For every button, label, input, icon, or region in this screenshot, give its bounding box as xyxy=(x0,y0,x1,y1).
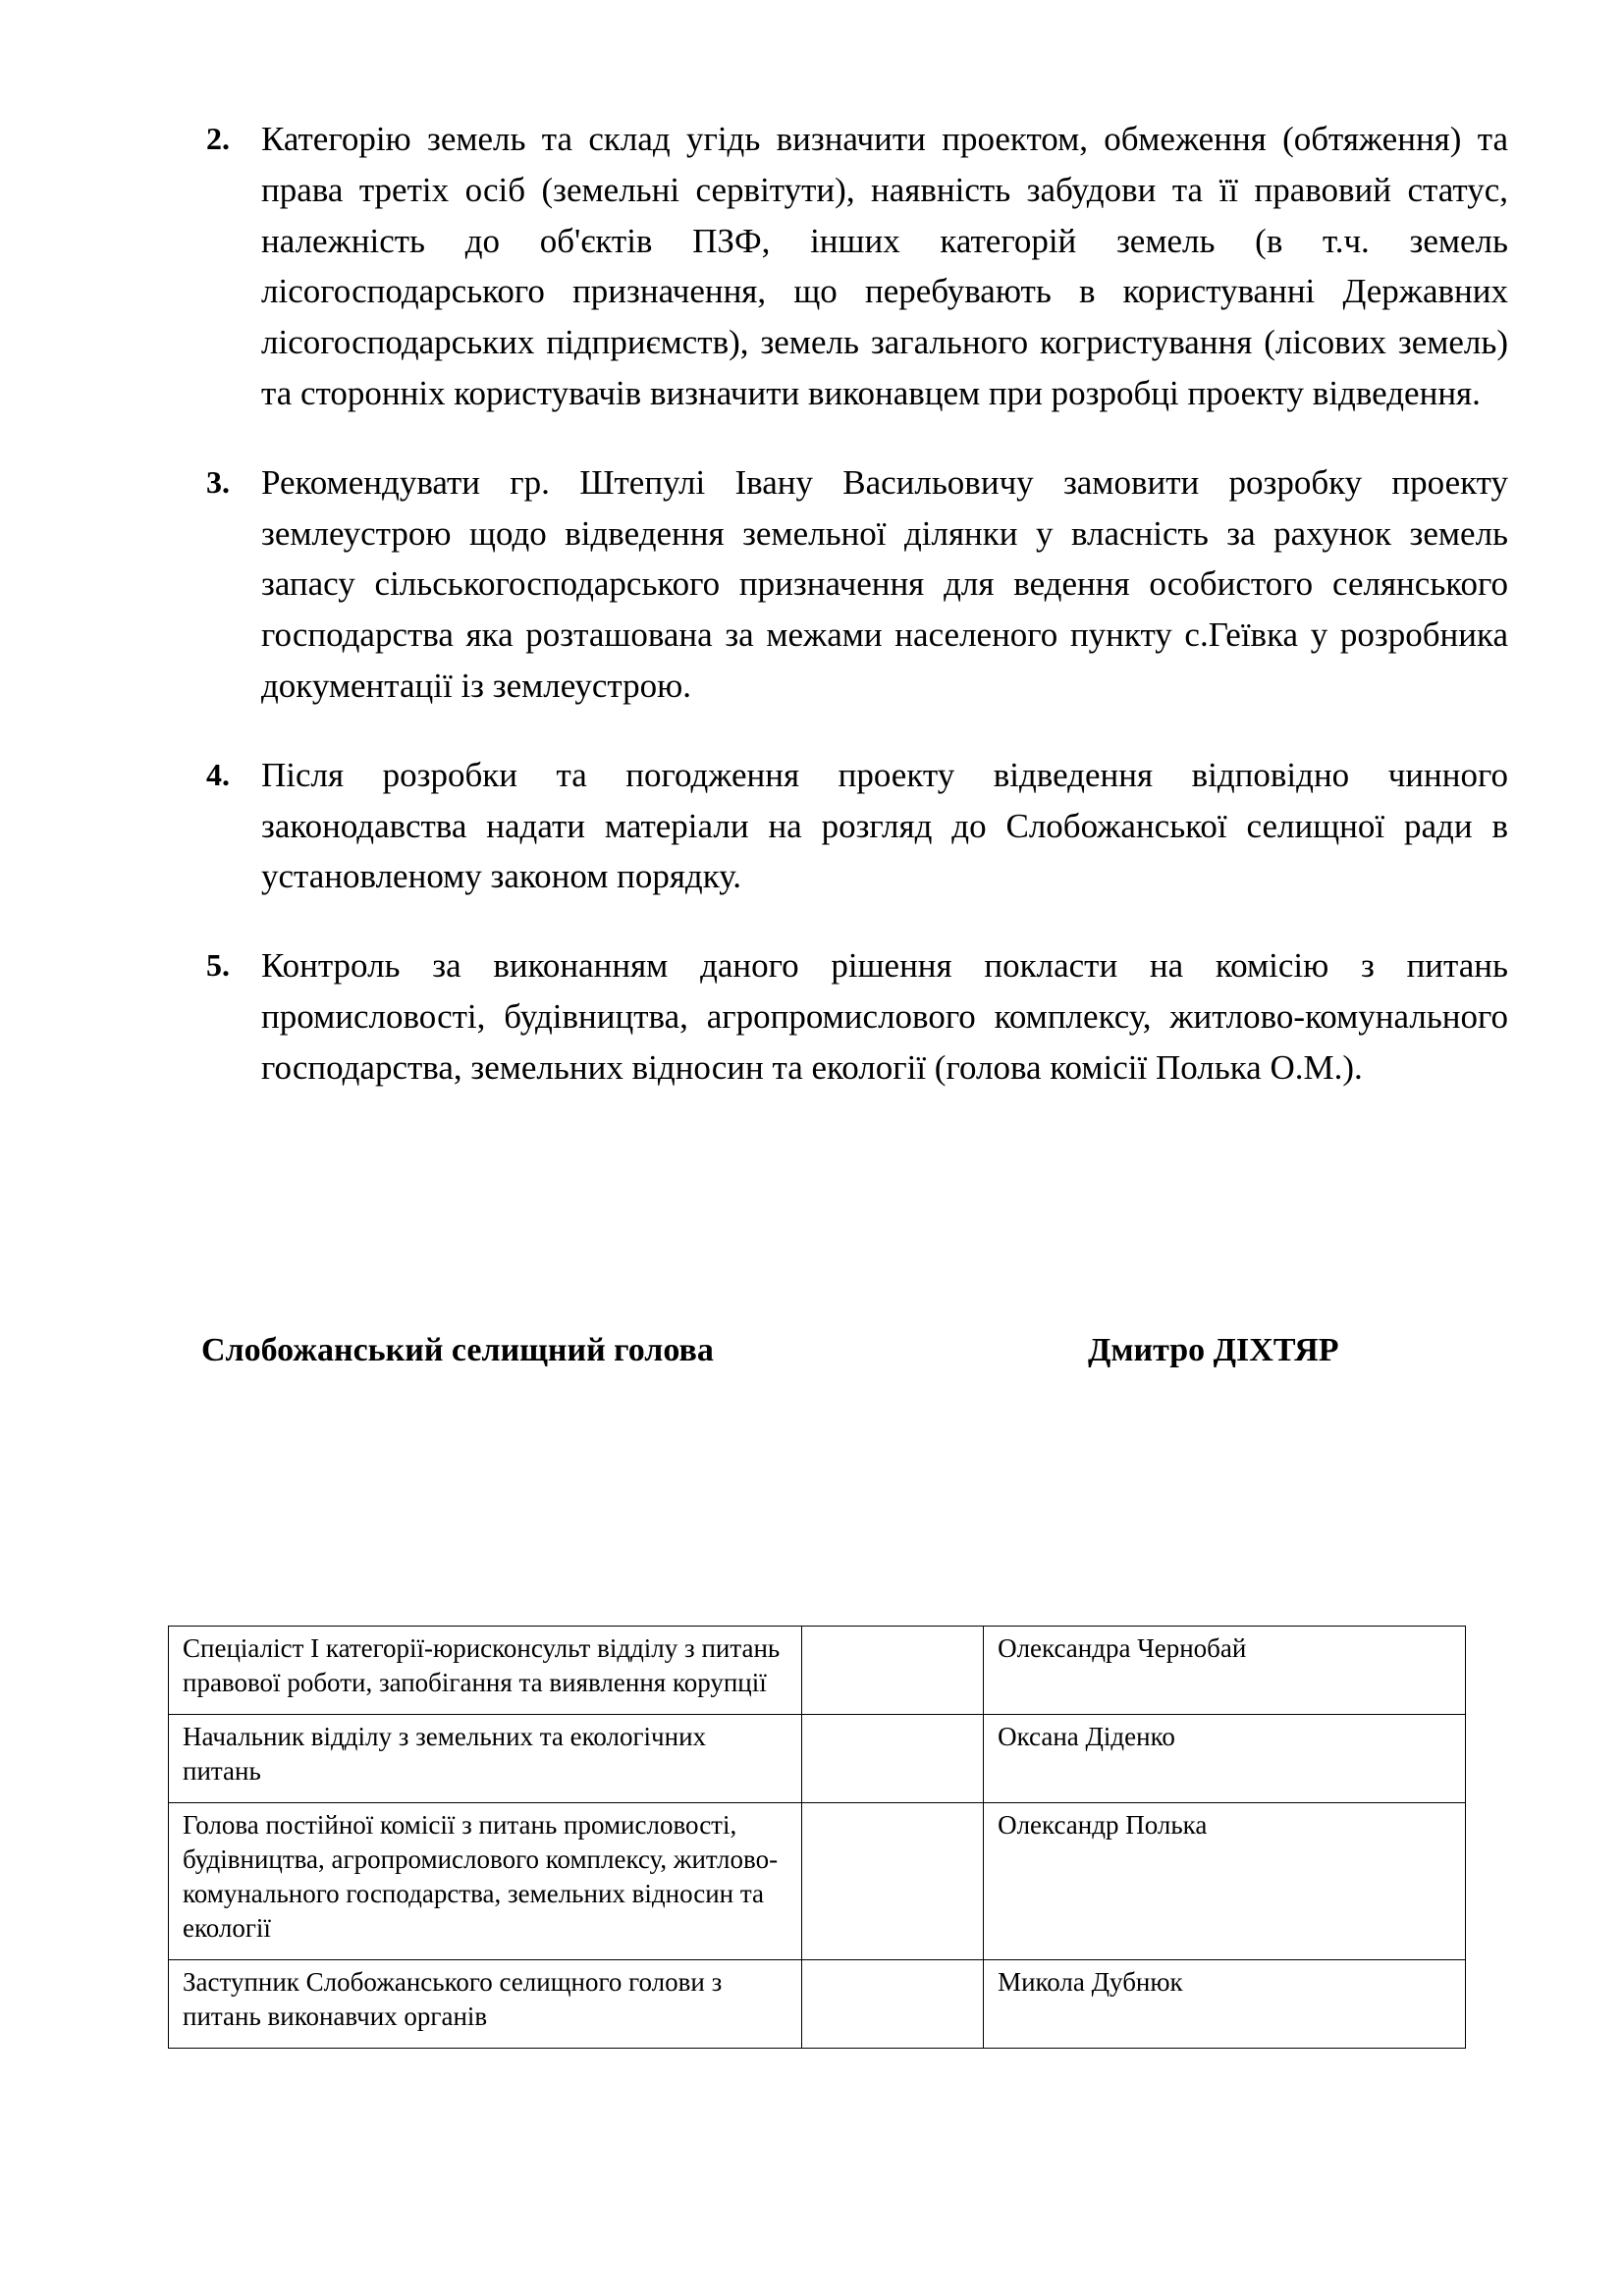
signature-cell xyxy=(801,1627,983,1715)
decision-item xyxy=(206,750,1508,902)
signature-cell xyxy=(801,1803,983,1960)
decision-item xyxy=(206,940,1508,1093)
signature-block xyxy=(201,1332,1399,1381)
approver-name: Олександра Чернобай xyxy=(984,1627,1466,1715)
signatory-name: Дмитро ДІХТЯР xyxy=(1088,1332,1339,1368)
table-row xyxy=(169,1627,1466,1715)
decision-item xyxy=(206,114,1508,419)
signatory-title: Слобожанський селищний голова xyxy=(201,1332,714,1368)
approver-name: Олександр Полька xyxy=(984,1803,1466,1960)
item-text: Рекомендувати гр. Штепулі Івану Васильовичу замовити розробку проекту землеустрою щодо відведення земельної ділянки у власність за рахунок земель запасу сільськогосподарського призначення для ведення особистого селянського господарства яка розташована за межами населеного пункту с.Геївка у розробника документації із землеустрою. xyxy=(261,462,1508,705)
item-text: Категорію земель та склад угідь визначити проектом, обмеження (обтяження) та права третіх осіб (земельні сервітути), наявність забудови та її правовий статус, належність до об'єктів ПЗФ, інших категорій земель (в т.ч. земель лісогосподарського призначення, що перебувають в користуванні Державних лісогосподарських підприємств), земель загального когристування (лісових земель) та сторонніх користувачів визначити виконавцем при розробці проекту відведення. xyxy=(261,120,1508,412)
approvals-table xyxy=(168,1626,1466,2049)
item-number: 4. xyxy=(206,756,230,792)
table-row xyxy=(169,1803,1466,1960)
approver-position: Начальник відділу з земельних та екологічних питань xyxy=(169,1715,802,1803)
signature-cell xyxy=(801,1715,983,1803)
approver-position: Спеціаліст І категорії-юрисконсульт відділу з питань правової роботи, запобігання та виявлення корупції xyxy=(169,1627,802,1715)
approver-position: Голова постійної комісії з питань промисловості, будівництва, агропромислового комплексу, житлово-комунального господарства, земельних відносин та екології xyxy=(169,1803,802,1960)
signature-cell xyxy=(801,1960,983,2049)
item-number: 3. xyxy=(206,463,230,500)
item-text: Контроль за виконанням даного рішення покласти на комісію з питань промисловості, будівництва, агропромислового комплексу, житлово-комунального господарства, земельних відносин та екології (голова комісії Полька О.М.). xyxy=(261,946,1508,1087)
approver-name: Микола Дубнюк xyxy=(984,1960,1466,2049)
item-number: 2. xyxy=(206,121,230,156)
decision-item xyxy=(206,457,1508,712)
approver-position: Заступник Слобожанського селищного голови з питань виконавчих органів xyxy=(169,1960,802,2049)
item-number: 5. xyxy=(206,947,230,984)
approver-name: Оксана Діденко xyxy=(984,1715,1466,1803)
table-row xyxy=(169,1715,1466,1803)
table-row xyxy=(169,1960,1466,2049)
decision-items-list xyxy=(206,114,1508,1132)
item-text: Після розробки та погодження проекту відведення відповідно чинного законодавства надати матеріали на розгляд до Слобожанської селищної ради в установленому законом порядку. xyxy=(261,755,1508,896)
